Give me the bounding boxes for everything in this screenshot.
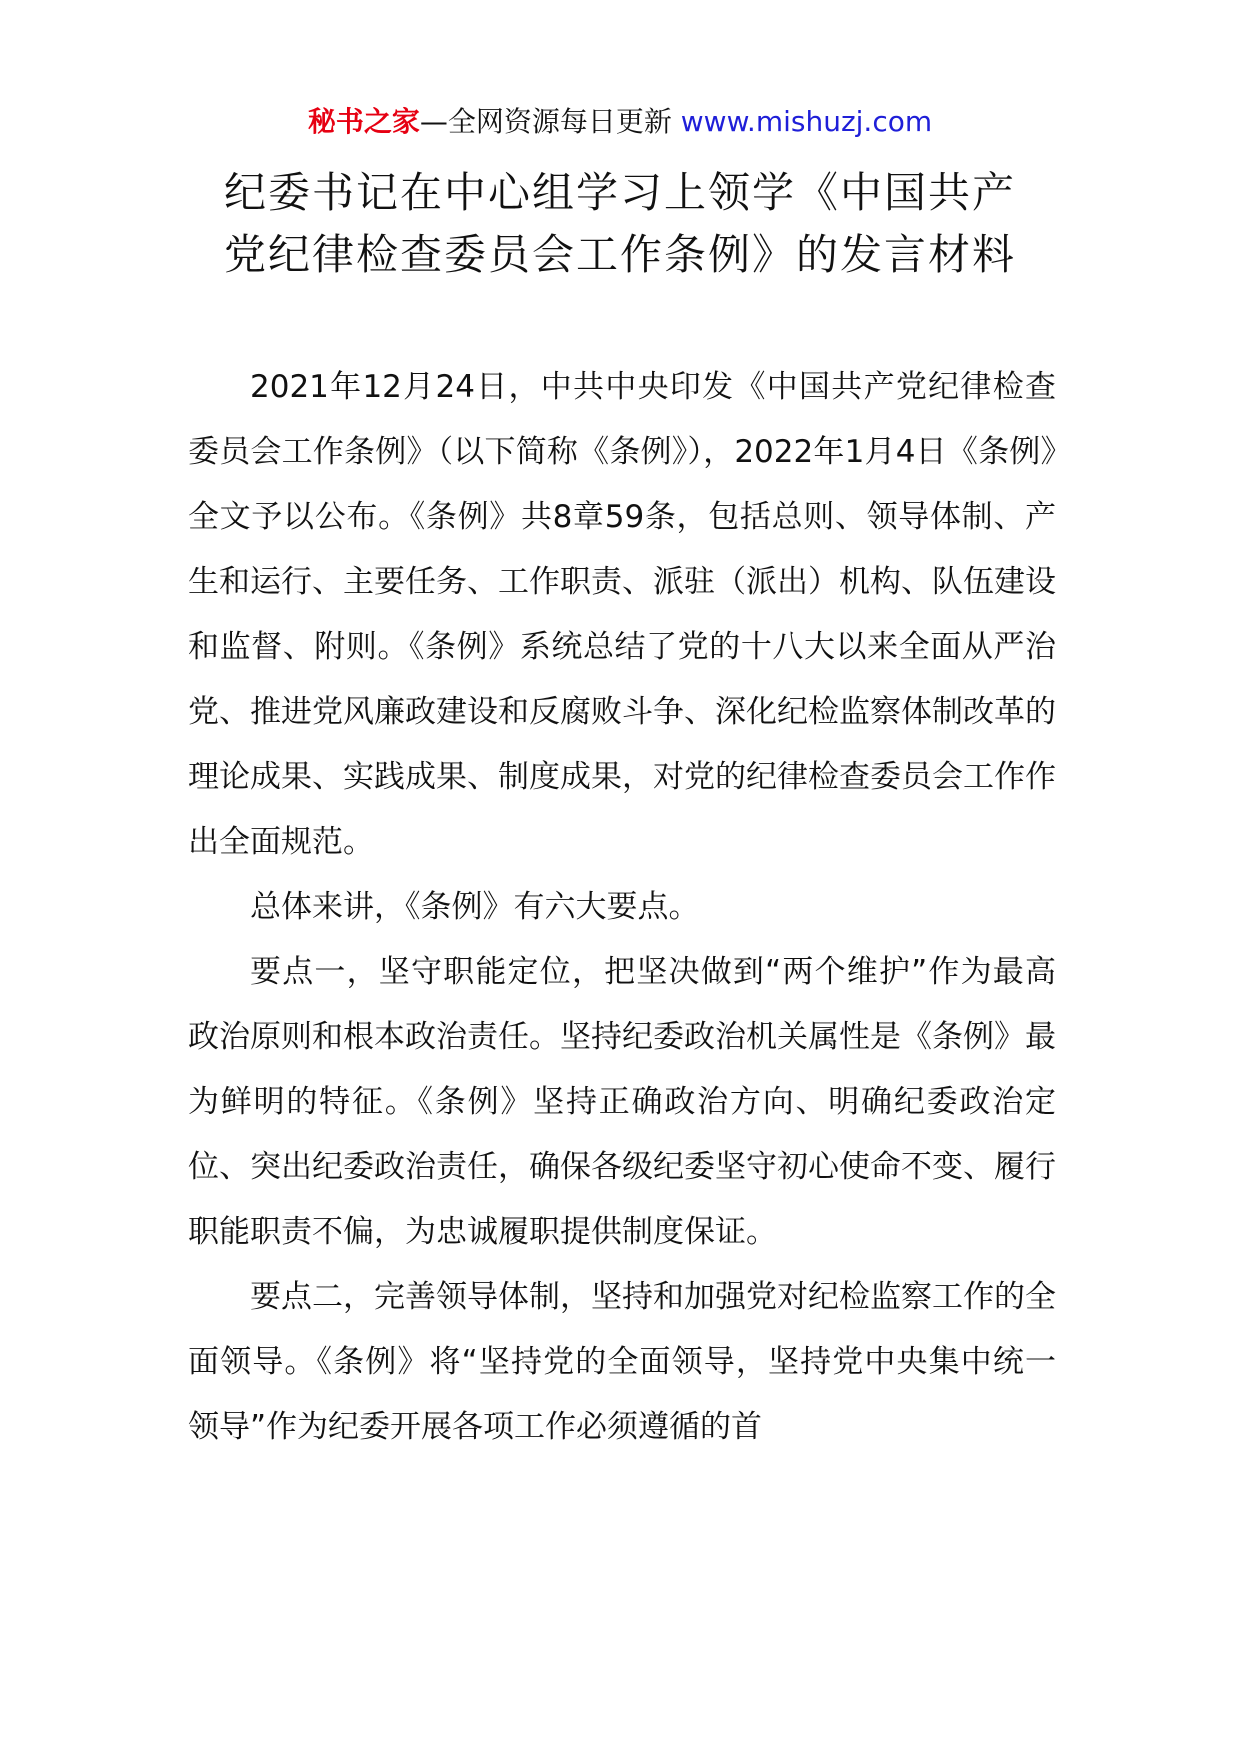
header-slogan: —全网资源每日更新 (419, 105, 681, 138)
site-url-link[interactable]: www.mishuzj.com (680, 105, 933, 138)
paragraph-summary: 总体来讲，《条例》有六大要点。 (250, 889, 700, 925)
paragraph-intro: 2021年12月24日，中共中央印发《中国共产党纪律检查委员会工作条例》（以下简称《条例》），2022年1月4日《条例》全文予以公布。《条例》共8章59条，包括总则、领导体制、产生和运行、主要任务、工作职责、派驻（派出）机构、队伍建设和监督、附则。《条例》系统总结了党的十八大以来全面从严治党、推进党风廉政建设和反腐败斗争、深化纪检监察体制改革的理论成果、实践成果、制度成果，对党的纪律检查委员会工作作出全面规范。 (188, 369, 1056, 860)
site-header (0, 102, 1240, 142)
paragraph-point-two: 要点二，完善领导体制，坚持和加强党对纪检监察工作的全面领导。《条例》将“坚持党的全面领导，坚持党中央集中统一领导”作为纪委开展各项工作必须遵循的首 (188, 1279, 1056, 1445)
paragraph-point-one: 要点一，坚守职能定位，把坚决做到“两个维护”作为最高政治原则和根本政治责任。坚持纪委政治机关属性是《条例》最为鲜明的特征。《条例》坚持正确政治方向、明确纪委政治定位、突出纪委政治责任，确保各级纪委坚守初心使命不变、履行职能职责不偏，为忠诚履职提供制度保证。 (188, 954, 1056, 1250)
title-line-2: 党纪律检查委员会工作条例》的发言材料 (223, 230, 1016, 279)
title-line-1: 纪委书记在中心组学习上领学《中国共产 (223, 168, 1016, 217)
brand-name: 秘书之家 (307, 105, 420, 138)
document-title (150, 162, 1090, 286)
document-body (188, 355, 1056, 1460)
